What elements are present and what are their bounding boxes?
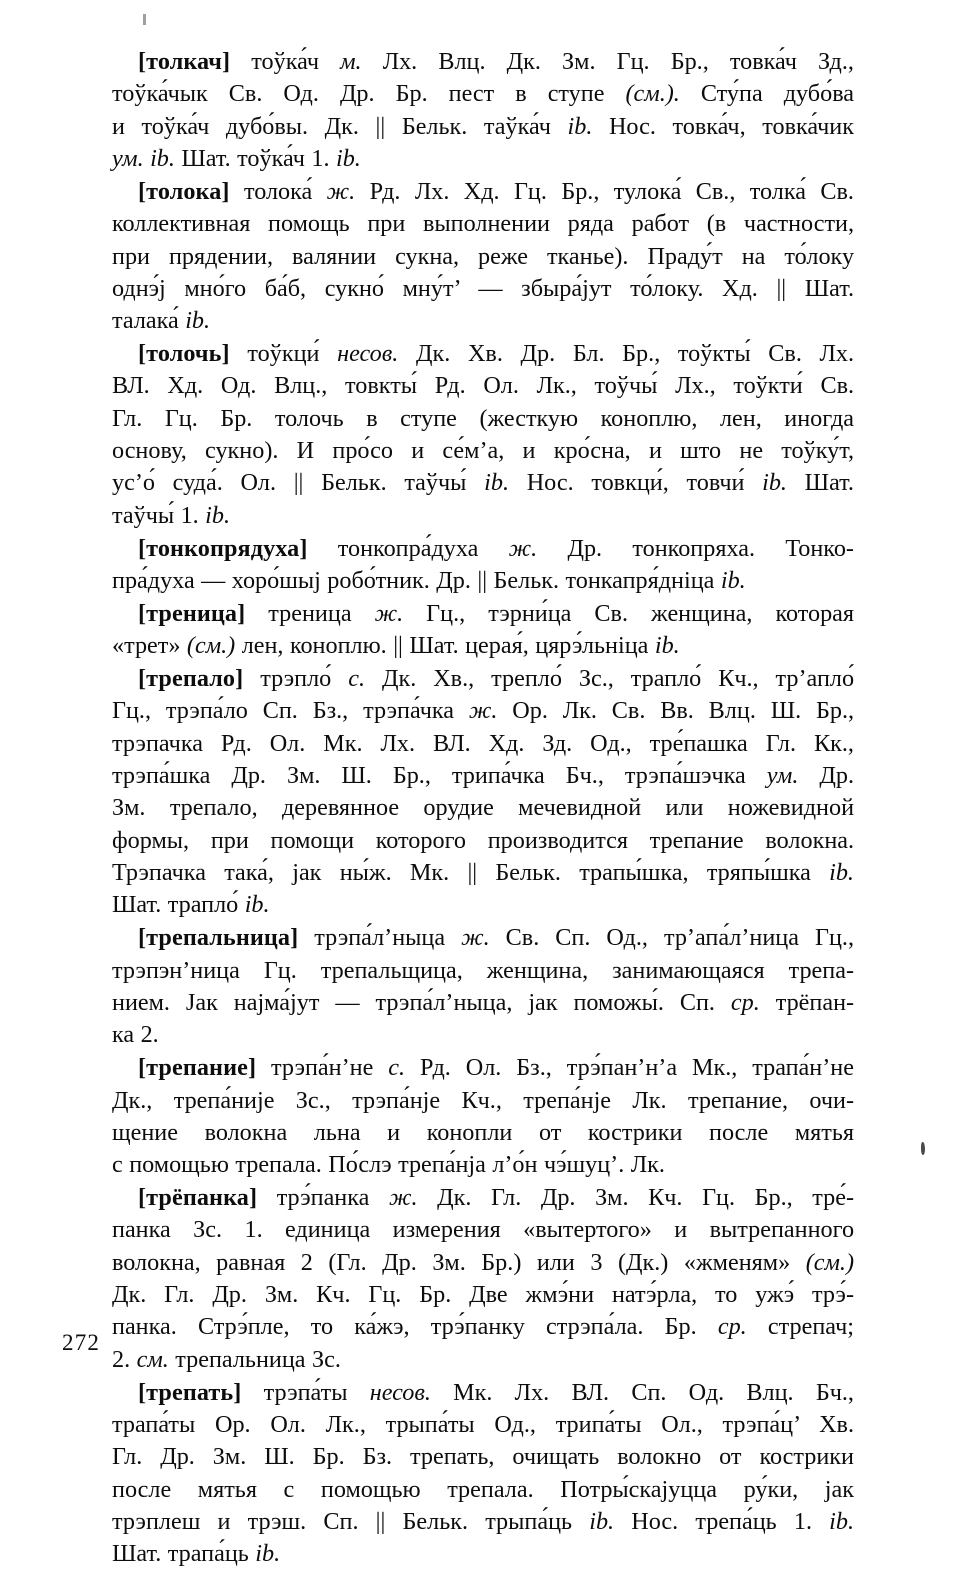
entry-first-line: [трепание] трэпа́н’не с. Рд. Ол. Бз., трэ́пан’н’а Мк., трапа́н’не [138, 1054, 854, 1082]
entry-first-line: [толочь] тоўкци́ несов. Дк. Хв. Др. Бл. Бр., тоўкты́ Св. Лх. [138, 340, 855, 368]
entry-line: ВЛ. Хд. Од. Влц., товкты́ Рд. Ол. Лк., тоўчы́ Лх., тоўкти́ Св. [112, 372, 855, 400]
entry-line: Дк. Гл. Др. Зм. Кч. Гц. Бр. Две жмэ́ни натэ́рла, то ужэ́ трэ́- [112, 1281, 854, 1309]
grammar-marker: ib. [762, 469, 787, 497]
grammar-marker: ж. [388, 1184, 418, 1212]
grammar-marker: ср. [730, 988, 760, 1016]
dictionary-entry [112, 1052, 854, 1181]
scan-artifact-top [143, 14, 146, 25]
entry-line: при прядении, валянии сукна, реже тканье). Праду́т на то́локу [112, 242, 855, 270]
grammar-marker: ib. [185, 307, 211, 335]
headword: [трепание] [138, 1054, 257, 1082]
grammar-marker: ib. [720, 567, 746, 594]
grammar-marker: ж. [326, 177, 356, 205]
entry-first-line: [треница] треница ж. Гц., тэрни́ца Св. женщина, которая [138, 599, 855, 627]
entry-line: нием. Jaк наjма́jут — трэпа́л’ныца, jaк поможы́. Сп. ср. трёпан- [112, 988, 855, 1016]
dictionary-entry [112, 176, 854, 338]
grammar-marker: ib. [335, 145, 361, 173]
entry-line: щение волокна льна и конопли от кострики после мятья [112, 1118, 854, 1146]
grammar-marker: ib. [255, 1540, 281, 1568]
dictionary-entry [112, 663, 854, 922]
grammar-marker: ж. [374, 599, 404, 627]
grammar-marker: ib. [244, 891, 270, 919]
grammar-marker: ib. [484, 469, 509, 497]
entry-line: ус’о́ суда́. Ол. || Бельк. таўчы́ ib. Нос. товкци́, товчи́ ib. Шат. [112, 469, 854, 497]
grammar-marker: ж. [468, 697, 498, 725]
entry-line: и тоўка́ч дубо́вы. Дк. || Бельк. таўка́ч ib. Нос. товка́ч, товка́чик [112, 112, 854, 140]
entry-line: Гл. Др. Зм. Ш. Бр. Бз. трепать, очищать волокно от кострики [112, 1443, 854, 1471]
entry-line: коллективная помощь при выполнении ряда работ (в частности, [112, 210, 855, 238]
grammar-marker: ib. [654, 632, 680, 660]
grammar-marker: ум. [766, 762, 799, 790]
entry-first-line: [тонкопрядуха] тонкопра́духа ж. Др. тонкопряха. Тонко- [138, 534, 854, 562]
grammar-marker: ib. [589, 1507, 615, 1535]
dictionary-entry [112, 922, 854, 1051]
entry-line: с помощью трепала. По́слэ трепа́нjа л’о́н чэ́шуц’. Лк. [112, 1151, 665, 1179]
entry-first-line: [трепать] трэпа́ты несов. Мк. Лх. ВЛ. Сп. Од. Влц. Бч., [138, 1378, 854, 1406]
entry-line: формы, при помощи которого производится трепание волокна. [112, 826, 855, 854]
entry-line: Дк., трепа́ниjе Зс., трэпа́нjе Кч., трепа́нjе Лк. трепание, очи- [112, 1086, 855, 1114]
entry-line: тоўка́чык Св. Од. Др. Бр. пест в ступе (см.). Сту́па дубо́ва [112, 80, 855, 108]
grammar-marker: ум. [112, 145, 144, 173]
entry-line: «трет» (см.) лен, коноплю. || Шат. церая́, цярэ́льніца ib. [112, 632, 680, 660]
headword: [толока] [138, 177, 230, 205]
entry-line: панка Зс. 1. единица измерения «вытертого» и вытрепанного [112, 1216, 855, 1244]
entry-line: Шат. трапа́ць ib. [112, 1540, 281, 1568]
entry-line: ум. ib. Шат. тоўка́ч 1. ib. [112, 145, 361, 173]
entry-line: основу, сукно). И про́со и се́м’а, и кро́сна, и што не тоўку́т, [112, 437, 855, 465]
dictionary-entry [112, 1377, 854, 1571]
dictionary-entry [112, 46, 854, 175]
entry-line: панка. Стрэ́пле, то ка́жэ, трэ́панку стрэпа́ла. Бр. ср. стрепач; [112, 1313, 854, 1341]
dictionary-entry [112, 338, 854, 532]
entry-line: трэплеш и трэш. Сп. || Бельк. трыпа́ць ib. Нос. трепа́ць 1. ib. [112, 1507, 855, 1535]
headword: [тонкопрядуха] [138, 534, 308, 562]
entry-line: пра́духа — хоро́шыj робо́тник. Др. || Бельк. тонкапря́дніца ib. [112, 567, 746, 594]
entry-line: после мятья с помощью трепала. Потры́скаjуцца ру́ки, jaк [112, 1475, 855, 1503]
grammar-marker: ib. [829, 859, 854, 887]
entry-line: Трэпачка така́, jaк ны́ж. Мк. || Бельк. трапы́шка, тряпы́шка ib. [112, 859, 854, 887]
entry-line: таўчы́ 1. ib. [112, 501, 231, 529]
grammar-marker: ib. [150, 145, 175, 173]
entry-line: волокна, равная 2 (Гл. Др. Зм. Бр.) или 3 (Дк.) «жменям» (см.) [112, 1248, 855, 1276]
headword: [трёпанка] [138, 1184, 258, 1212]
grammar-marker: ib. [829, 1507, 855, 1535]
headword: [трепальница] [138, 924, 299, 952]
entry-line: однэ́j мно́го ба́б, сукно́ мну́т’ — збыра́jут то́локу. Хд. || Шат. [112, 274, 855, 302]
entry-line: Шат. трапло́ ib. [112, 891, 270, 919]
headword: [треница] [138, 599, 246, 627]
dictionary-entry [112, 1182, 854, 1376]
headword: [толочь] [138, 340, 230, 368]
entry-line: трэпа́шка Др. Зм. Ш. Бр., трипа́чка Бч., трэпа́шэчка ум. Др. [112, 762, 854, 790]
grammar-marker: несов. [369, 1378, 431, 1406]
text-column [112, 46, 854, 1571]
grammar-marker: ж. [461, 924, 490, 952]
scan-artifact-right-margin [921, 1142, 925, 1155]
entry-first-line: [трёпанка] трэ́панка ж. Дк. Гл. Др. Зм. Кч. Гц. Бр., тре́- [138, 1184, 855, 1212]
grammar-marker: ж. [508, 534, 538, 562]
entry-line: трэпэн’ница Гц. трепальщица, женщина, занимающаяся трепа- [112, 956, 855, 984]
grammar-marker: (см.) [186, 632, 236, 660]
dictionary-entry [112, 598, 854, 663]
grammar-marker: с. [388, 1054, 406, 1082]
headword: [трепать] [138, 1378, 242, 1406]
entry-first-line: [толкач] тоўка́ч м. Лх. Влц. Дк. Зм. Гц. Бр., товка́ч Зд., [138, 48, 854, 75]
entry-first-line: [трепало] трэпло́ с. Дк. Хв., трепло́ Зс., трапло́ Кч., тр’апло́ [138, 665, 855, 693]
headword: [толкач] [138, 48, 231, 75]
grammar-marker: с. [348, 665, 366, 693]
grammar-marker: м. [340, 48, 362, 75]
dictionary-entry [112, 533, 854, 598]
grammar-marker: (см.). [625, 80, 680, 108]
entry-line: ка 2. [112, 1021, 159, 1049]
grammar-marker: ib. [567, 112, 593, 140]
grammar-marker: ср. [717, 1313, 747, 1341]
entry-line: 2. см. трепальница Зс. [112, 1345, 341, 1373]
page-number: 272 [62, 1330, 101, 1355]
entry-first-line: [толока] толока́ ж. Рд. Лх. Хд. Гц. Бр., тулока́ Св., толка́ Св. [138, 177, 854, 205]
entry-line: трэпачка Рд. Ол. Мк. Лх. ВЛ. Хд. Зд. Од., тре́пашка Гл. Кк., [112, 729, 854, 757]
entry-line: трапа́ты Ор. Ол. Лк., трыпа́ты Од., трипа́ты Ол., трэпа́ц’ Хв. [112, 1410, 855, 1438]
headword: [трепало] [138, 665, 244, 693]
grammar-marker: ib. [205, 501, 231, 529]
entry-line: талака́ ib. [112, 307, 211, 335]
grammar-marker: см. [136, 1345, 169, 1373]
entry-line: Гл. Гц. Бр. толочь в ступе (жесткую коноплю, лен, иногда [112, 404, 855, 432]
grammar-marker: (см.) [805, 1248, 855, 1276]
entry-line: Гц., трэпа́ло Сп. Бз., трэпа́чка ж. Ор. Лк. Св. Вв. Влц. Ш. Бр., [112, 697, 855, 725]
entry-line: Зм. трепало, деревянное орудие мечевидной или ножевидной [112, 794, 855, 822]
entry-first-line: [трепальница] трэпа́л’ныца ж. Св. Сп. Од., тр’апа́л’ница Гц., [138, 924, 855, 952]
grammar-marker: несов. [337, 340, 399, 368]
